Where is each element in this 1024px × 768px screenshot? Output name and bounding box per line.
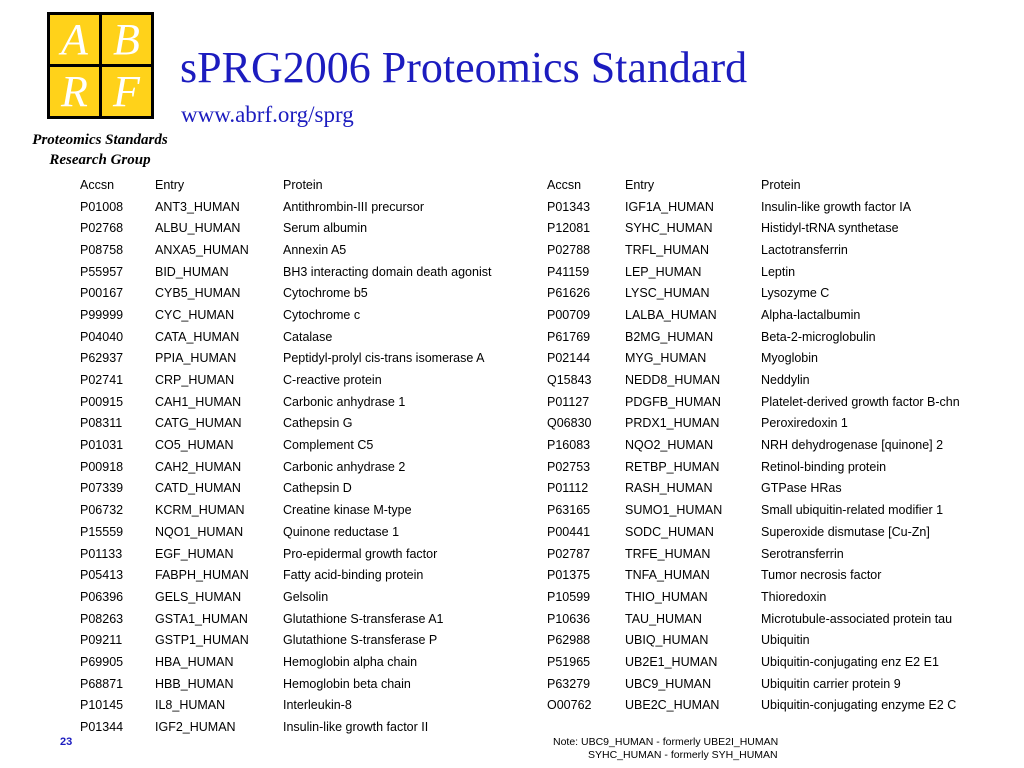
- protein-table-left: [80, 174, 545, 738]
- table-row: [80, 673, 545, 695]
- accession-cell: P00918: [80, 459, 124, 474]
- accession-cell: P69905: [80, 654, 124, 669]
- accession-cell: P99999: [80, 307, 124, 322]
- accession-cell: P09211: [80, 633, 123, 648]
- table-row: [547, 673, 1023, 695]
- accession-cell: P62988: [547, 633, 591, 648]
- footnote-line1: Note: UBC9_HUMAN - formerly UBE2I_HUMAN: [553, 736, 779, 748]
- table-row: [80, 217, 545, 239]
- table-row: [547, 456, 1023, 478]
- accession-cell: P12081: [547, 221, 591, 236]
- table-row: [547, 608, 1023, 630]
- entry-cell: IL8_HUMAN: [155, 698, 226, 713]
- entry-cell: TAU_HUMAN: [625, 611, 702, 626]
- protein-cell: Superoxide dismutase [Cu-Zn]: [761, 524, 930, 539]
- accession-cell: P02768: [80, 221, 124, 236]
- table-row: [80, 348, 545, 370]
- entry-cell: LALBA_HUMAN: [625, 307, 717, 322]
- protein-cell: BH3 interacting domain death agonist: [283, 264, 492, 279]
- protein-cell: Creatine kinase M-type: [283, 503, 412, 518]
- table-row: [547, 369, 1023, 391]
- table-row: [547, 196, 1023, 218]
- logo-letter-a: A: [50, 15, 99, 64]
- accession-cell: P10636: [547, 611, 591, 626]
- table-row: [547, 651, 1023, 673]
- entry-cell: CRP_HUMAN: [155, 373, 235, 388]
- protein-cell: Ubiquitin-conjugating enz E2 E1: [761, 654, 939, 669]
- table-row: [547, 564, 1023, 586]
- entry-cell: RASH_HUMAN: [625, 481, 713, 496]
- table-row: [547, 543, 1023, 565]
- protein-cell: Glutathione S-transferase P: [283, 633, 438, 648]
- entry-cell: NEDD8_HUMAN: [625, 373, 721, 388]
- accession-cell: P08311: [80, 416, 123, 431]
- entry-cell: PDGFB_HUMAN: [625, 394, 721, 409]
- accession-cell: P01127: [547, 394, 590, 409]
- accession-cell: P01133: [80, 546, 123, 561]
- entry-cell: EGF_HUMAN: [155, 546, 234, 561]
- entry-cell: CAH1_HUMAN: [155, 394, 242, 409]
- entry-cell: B2MG_HUMAN: [625, 329, 714, 344]
- entry-cell: KCRM_HUMAN: [155, 503, 245, 518]
- protein-cell: Hemoglobin beta chain: [283, 676, 411, 691]
- protein-cell: Gelsolin: [283, 589, 329, 604]
- accession-cell: P06732: [80, 503, 124, 518]
- accession-cell: P02741: [80, 373, 124, 388]
- table-row: [547, 261, 1023, 283]
- page-number: 23: [60, 736, 73, 748]
- table-row: [80, 282, 545, 304]
- protein-cell: Peptidyl-prolyl cis-trans isomerase A: [283, 351, 485, 366]
- accession-cell: P06396: [80, 589, 124, 604]
- table-row: [80, 608, 545, 630]
- protein-cell: Antithrombin-III precursor: [283, 199, 425, 214]
- entry-cell: UB2E1_HUMAN: [625, 654, 718, 669]
- protein-cell: Beta-2-microglobulin: [761, 329, 876, 344]
- table-row: [547, 413, 1023, 435]
- accession-cell: P01112: [547, 481, 589, 496]
- accession-cell: P51965: [547, 654, 591, 669]
- protein-cell: Platelet-derived growth factor B-chn: [761, 394, 960, 409]
- table-row: [547, 478, 1023, 500]
- protein-cell: Complement C5: [283, 438, 374, 453]
- protein-cell: Small ubiquitin-related modifier 1: [761, 503, 944, 518]
- entry-cell: CO5_HUMAN: [155, 438, 234, 453]
- entry-cell: BID_HUMAN: [155, 264, 229, 279]
- protein-cell: Histidyl-tRNA synthetase: [761, 221, 899, 236]
- entry-cell: IGF1A_HUMAN: [625, 199, 714, 214]
- entry-cell: SUMO1_HUMAN: [625, 503, 723, 518]
- entry-cell: LEP_HUMAN: [625, 264, 702, 279]
- table-row: [80, 434, 545, 456]
- logo-letter-r: R: [50, 67, 99, 116]
- table-row: [80, 629, 545, 651]
- protein-cell: Tumor necrosis factor: [761, 568, 882, 583]
- accession-cell: P01344: [80, 720, 124, 735]
- table-row: [547, 304, 1023, 326]
- entry-cell: THIO_HUMAN: [625, 589, 708, 604]
- accession-cell: P07339: [80, 481, 124, 496]
- protein-cell: Myoglobin: [761, 351, 818, 366]
- entry-cell: TRFE_HUMAN: [625, 546, 711, 561]
- table-row: [80, 521, 545, 543]
- entry-cell: TRFL_HUMAN: [625, 242, 710, 257]
- accession-cell: Q15843: [547, 373, 592, 388]
- protein-cell: Pro-epidermal growth factor: [283, 546, 438, 561]
- accession-cell: Q06830: [547, 416, 592, 431]
- entry-cell: CATG_HUMAN: [155, 416, 242, 431]
- table-row: [547, 348, 1023, 370]
- table-row: [547, 391, 1023, 413]
- entry-cell: FABPH_HUMAN: [155, 568, 249, 583]
- table-row: [80, 239, 545, 261]
- accession-cell: P02753: [547, 459, 591, 474]
- entry-cell: MYG_HUMAN: [625, 351, 707, 366]
- accession-cell: P00167: [80, 286, 124, 301]
- protein-cell: Cytochrome c: [283, 307, 361, 322]
- entry-cell: CYB5_HUMAN: [155, 286, 241, 301]
- accession-cell: P63165: [547, 503, 591, 518]
- protein-cell: Hemoglobin alpha chain: [283, 654, 418, 669]
- entry-cell: PRDX1_HUMAN: [625, 416, 720, 431]
- entry-cell: ALBU_HUMAN: [155, 221, 241, 236]
- accession-cell: P08758: [80, 242, 124, 257]
- table-row: [80, 391, 545, 413]
- protein-cell: Leptin: [761, 264, 796, 279]
- table-row: [80, 586, 545, 608]
- protein-cell: Microtubule-associated protein tau: [761, 611, 953, 626]
- slide-url: www.abrf.org/sprg: [181, 102, 354, 127]
- accession-cell: P05413: [80, 568, 124, 583]
- entry-cell: ANXA5_HUMAN: [155, 242, 249, 257]
- entry-cell: UBIQ_HUMAN: [625, 633, 709, 648]
- entry-cell: HBB_HUMAN: [155, 676, 234, 691]
- protein-cell: Interleukin-8: [283, 698, 352, 713]
- entry-cell: UBC9_HUMAN: [625, 676, 712, 691]
- table-row: [80, 564, 545, 586]
- entry-cell: GELS_HUMAN: [155, 589, 242, 604]
- group-label-line1: Proteomics Standards: [32, 132, 168, 148]
- table-row: [80, 499, 545, 521]
- entry-cell: NQO1_HUMAN: [155, 524, 244, 539]
- footnote: [553, 736, 778, 762]
- entry-cell: CATD_HUMAN: [155, 481, 241, 496]
- group-label: [10, 130, 190, 170]
- table-header: [547, 174, 1023, 196]
- table-row: [80, 478, 545, 500]
- table-row: [547, 499, 1023, 521]
- table-row: [80, 651, 545, 673]
- protein-cell: Insulin-like growth factor IA: [761, 199, 912, 214]
- protein-table-right: [547, 174, 1023, 716]
- protein-cell: Fatty acid-binding protein: [283, 568, 424, 583]
- protein-cell: Serotransferrin: [761, 546, 844, 561]
- protein-cell: Cathepsin G: [283, 416, 353, 431]
- logo-letter-b: B: [102, 15, 151, 64]
- protein-cell: Glutathione S-transferase A1: [283, 611, 444, 626]
- table-row: [547, 282, 1023, 304]
- accession-cell: P68871: [80, 676, 124, 691]
- accession-cell: P15559: [80, 524, 124, 539]
- entry-cell: UBE2C_HUMAN: [625, 698, 720, 713]
- table-row: [547, 695, 1023, 717]
- protein-cell: GTPase HRas: [761, 481, 842, 496]
- accession-cell: P00441: [547, 524, 591, 539]
- accession-cell: P00915: [80, 394, 124, 409]
- protein-cell: NRH dehydrogenase [quinone] 2: [761, 438, 944, 453]
- entry-cell: IGF2_HUMAN: [155, 720, 236, 735]
- accession-cell: P16083: [547, 438, 591, 453]
- entry-header: Entry: [155, 177, 185, 192]
- protein-cell: Lysozyme C: [761, 286, 830, 301]
- accession-cell: P01031: [80, 438, 124, 453]
- table-header: [80, 174, 545, 196]
- accession-cell: P61626: [547, 286, 591, 301]
- protein-cell: Peroxiredoxin 1: [761, 416, 848, 431]
- accession-cell: P02788: [547, 242, 591, 257]
- protein-cell: Ubiquitin-conjugating enzyme E2 C: [761, 698, 957, 713]
- protein-cell: Carbonic anhydrase 1: [283, 394, 406, 409]
- table-row: [547, 239, 1023, 261]
- protein-cell: Thioredoxin: [761, 589, 827, 604]
- logo-letter-f: F: [102, 67, 151, 116]
- entry-cell: TNFA_HUMAN: [625, 568, 710, 583]
- protein-cell: Cathepsin D: [283, 481, 352, 496]
- table-row: [80, 261, 545, 283]
- entry-cell: SODC_HUMAN: [625, 524, 714, 539]
- protein-cell: Insulin-like growth factor II: [283, 720, 429, 735]
- table-row: [80, 413, 545, 435]
- accsn-header: Accsn: [547, 177, 582, 192]
- protein-cell: Carbonic anhydrase 2: [283, 459, 406, 474]
- entry-cell: NQO2_HUMAN: [625, 438, 714, 453]
- accession-cell: P02787: [547, 546, 591, 561]
- accession-cell: P61769: [547, 329, 591, 344]
- table-row: [80, 716, 545, 738]
- protein-cell: Serum albumin: [283, 221, 368, 236]
- protein-cell: Ubiquitin carrier protein 9: [761, 676, 901, 691]
- protein-cell: Cytochrome b5: [283, 286, 368, 301]
- protein-cell: Retinol-binding protein: [761, 459, 887, 474]
- protein-cell: Ubiquitin: [761, 633, 810, 648]
- entry-cell: HBA_HUMAN: [155, 654, 234, 669]
- protein-cell: Catalase: [283, 329, 333, 344]
- table-row: [80, 456, 545, 478]
- protein-cell: C-reactive protein: [283, 373, 382, 388]
- table-row: [547, 434, 1023, 456]
- entry-cell: GSTP1_HUMAN: [155, 633, 249, 648]
- accession-cell: O00762: [547, 698, 592, 713]
- entry-cell: RETBP_HUMAN: [625, 459, 720, 474]
- protein-cell: Alpha-lactalbumin: [761, 307, 861, 322]
- protein-cell: Lactotransferrin: [761, 242, 848, 257]
- slide-title: sPRG2006 Proteomics Standard: [180, 43, 748, 92]
- entry-header: Entry: [625, 177, 655, 192]
- protein-header: Protein: [761, 177, 801, 192]
- table-row: [80, 543, 545, 565]
- table-row: [547, 586, 1023, 608]
- group-label-line2: Research Group: [49, 152, 151, 168]
- accession-cell: P04040: [80, 329, 124, 344]
- entry-cell: LYSC_HUMAN: [625, 286, 710, 301]
- accession-cell: P10145: [80, 698, 124, 713]
- accession-cell: P55957: [80, 264, 124, 279]
- accession-cell: P00709: [547, 307, 591, 322]
- protein-header: Protein: [283, 177, 323, 192]
- accession-cell: P01375: [547, 568, 591, 583]
- accession-cell: P10599: [547, 589, 591, 604]
- accession-cell: P01008: [80, 199, 124, 214]
- protein-cell: Neddylin: [761, 373, 810, 388]
- accession-cell: P41159: [547, 264, 590, 279]
- table-row: [80, 326, 545, 348]
- table-row: [80, 304, 545, 326]
- entry-cell: SYHC_HUMAN: [625, 221, 713, 236]
- entry-cell: ANT3_HUMAN: [155, 199, 240, 214]
- accession-cell: P62937: [80, 351, 124, 366]
- footnote-line2: SYHC_HUMAN - formerly SYH_HUMAN: [588, 749, 778, 761]
- abrf-logo: [47, 12, 154, 119]
- table-row: [547, 629, 1023, 651]
- accsn-header: Accsn: [80, 177, 115, 192]
- accession-cell: P01343: [547, 199, 591, 214]
- entry-cell: CYC_HUMAN: [155, 307, 235, 322]
- protein-cell: Quinone reductase 1: [283, 524, 400, 539]
- protein-cell: Annexin A5: [283, 242, 347, 257]
- table-row: [547, 521, 1023, 543]
- table-row: [80, 196, 545, 218]
- accession-cell: P63279: [547, 676, 591, 691]
- entry-cell: CAH2_HUMAN: [155, 459, 242, 474]
- accession-cell: P02144: [547, 351, 591, 366]
- table-row: [80, 369, 545, 391]
- table-row: [547, 326, 1023, 348]
- entry-cell: GSTA1_HUMAN: [155, 611, 248, 626]
- table-row: [80, 695, 545, 717]
- entry-cell: CATA_HUMAN: [155, 329, 240, 344]
- entry-cell: PPIA_HUMAN: [155, 351, 237, 366]
- accession-cell: P08263: [80, 611, 124, 626]
- table-row: [547, 217, 1023, 239]
